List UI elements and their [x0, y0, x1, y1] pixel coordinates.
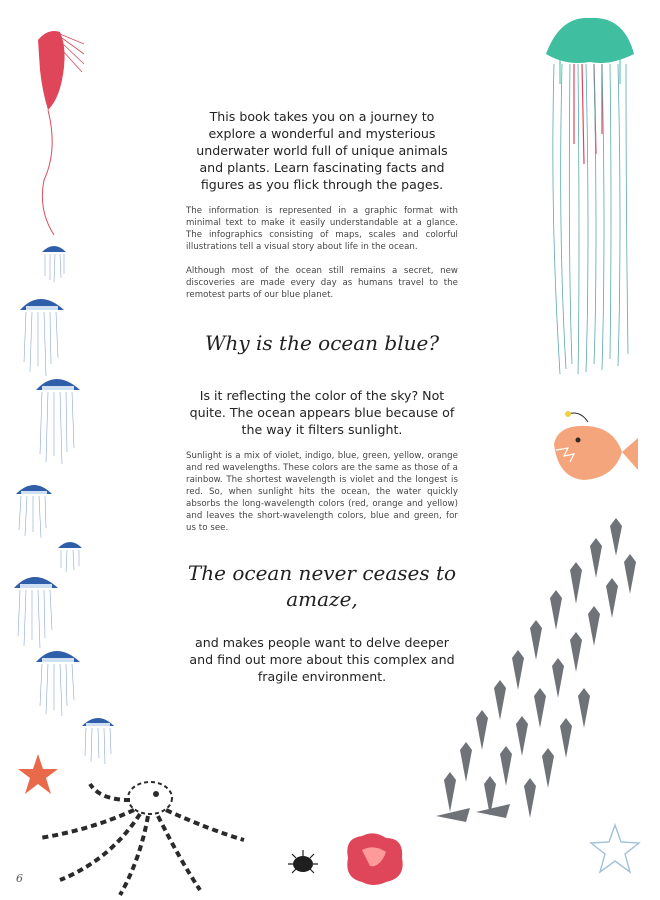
sea-urchin	[286, 846, 320, 876]
shrimp-illustration	[18, 20, 88, 240]
starfish-outline	[588, 822, 642, 876]
anglerfish	[548, 408, 640, 488]
intro-paragraph-2: Although most of the ocean still remains a secret, new discoveries are made every day as humans travel to the remotest parts of our blue planet.	[186, 266, 458, 300]
intro-lead: This book takes you on a journey to explore a wonderful and mysterious underwater world full of unique animals and plants. Learn fascinating facts and figures as you flick through the pages.	[196, 109, 448, 192]
section-paragraph: Sunlight is a mix of violet, indigo, blue, green, yellow, orange and red wavelengths. These colors are the same as those of a rainbow. The shortest wavelength is violet and the longest is red. So, when sunlight hits the ocean, the water quickly absorbs the long-wavelength colors (red, orange and yellow) and leaves the short-wavelength colors, blue and green, for us to see.	[186, 451, 458, 533]
closing-lead: and makes people want to delve deeper and find out more about this complex and fragile environment.	[189, 635, 455, 684]
teal-jellyfish	[540, 14, 640, 384]
octopus-illustration	[30, 770, 250, 900]
section-heading: Why is the ocean blue?	[204, 331, 440, 355]
section-lead: Is it reflecting the color of the sky? Not quite. The ocean appears blue because of the way it filters sunlight.	[189, 388, 455, 437]
blue-jellyfish-group-left	[12, 236, 92, 746]
page-number: 6	[16, 872, 23, 885]
closing-heading: The ocean never ceases to amaze,	[187, 561, 457, 611]
fish-school	[430, 516, 650, 846]
red-coral	[340, 828, 410, 888]
main-text-column	[186, 108, 458, 697]
intro-paragraph-1: The information is represented in a graphic format with minimal text to make it easily understandable at a glance. The infographics consisting of maps, scales and colorful illustrations tell a visual story about life in the ocean.	[186, 206, 458, 252]
blue-jellyfish-small	[80, 712, 120, 772]
